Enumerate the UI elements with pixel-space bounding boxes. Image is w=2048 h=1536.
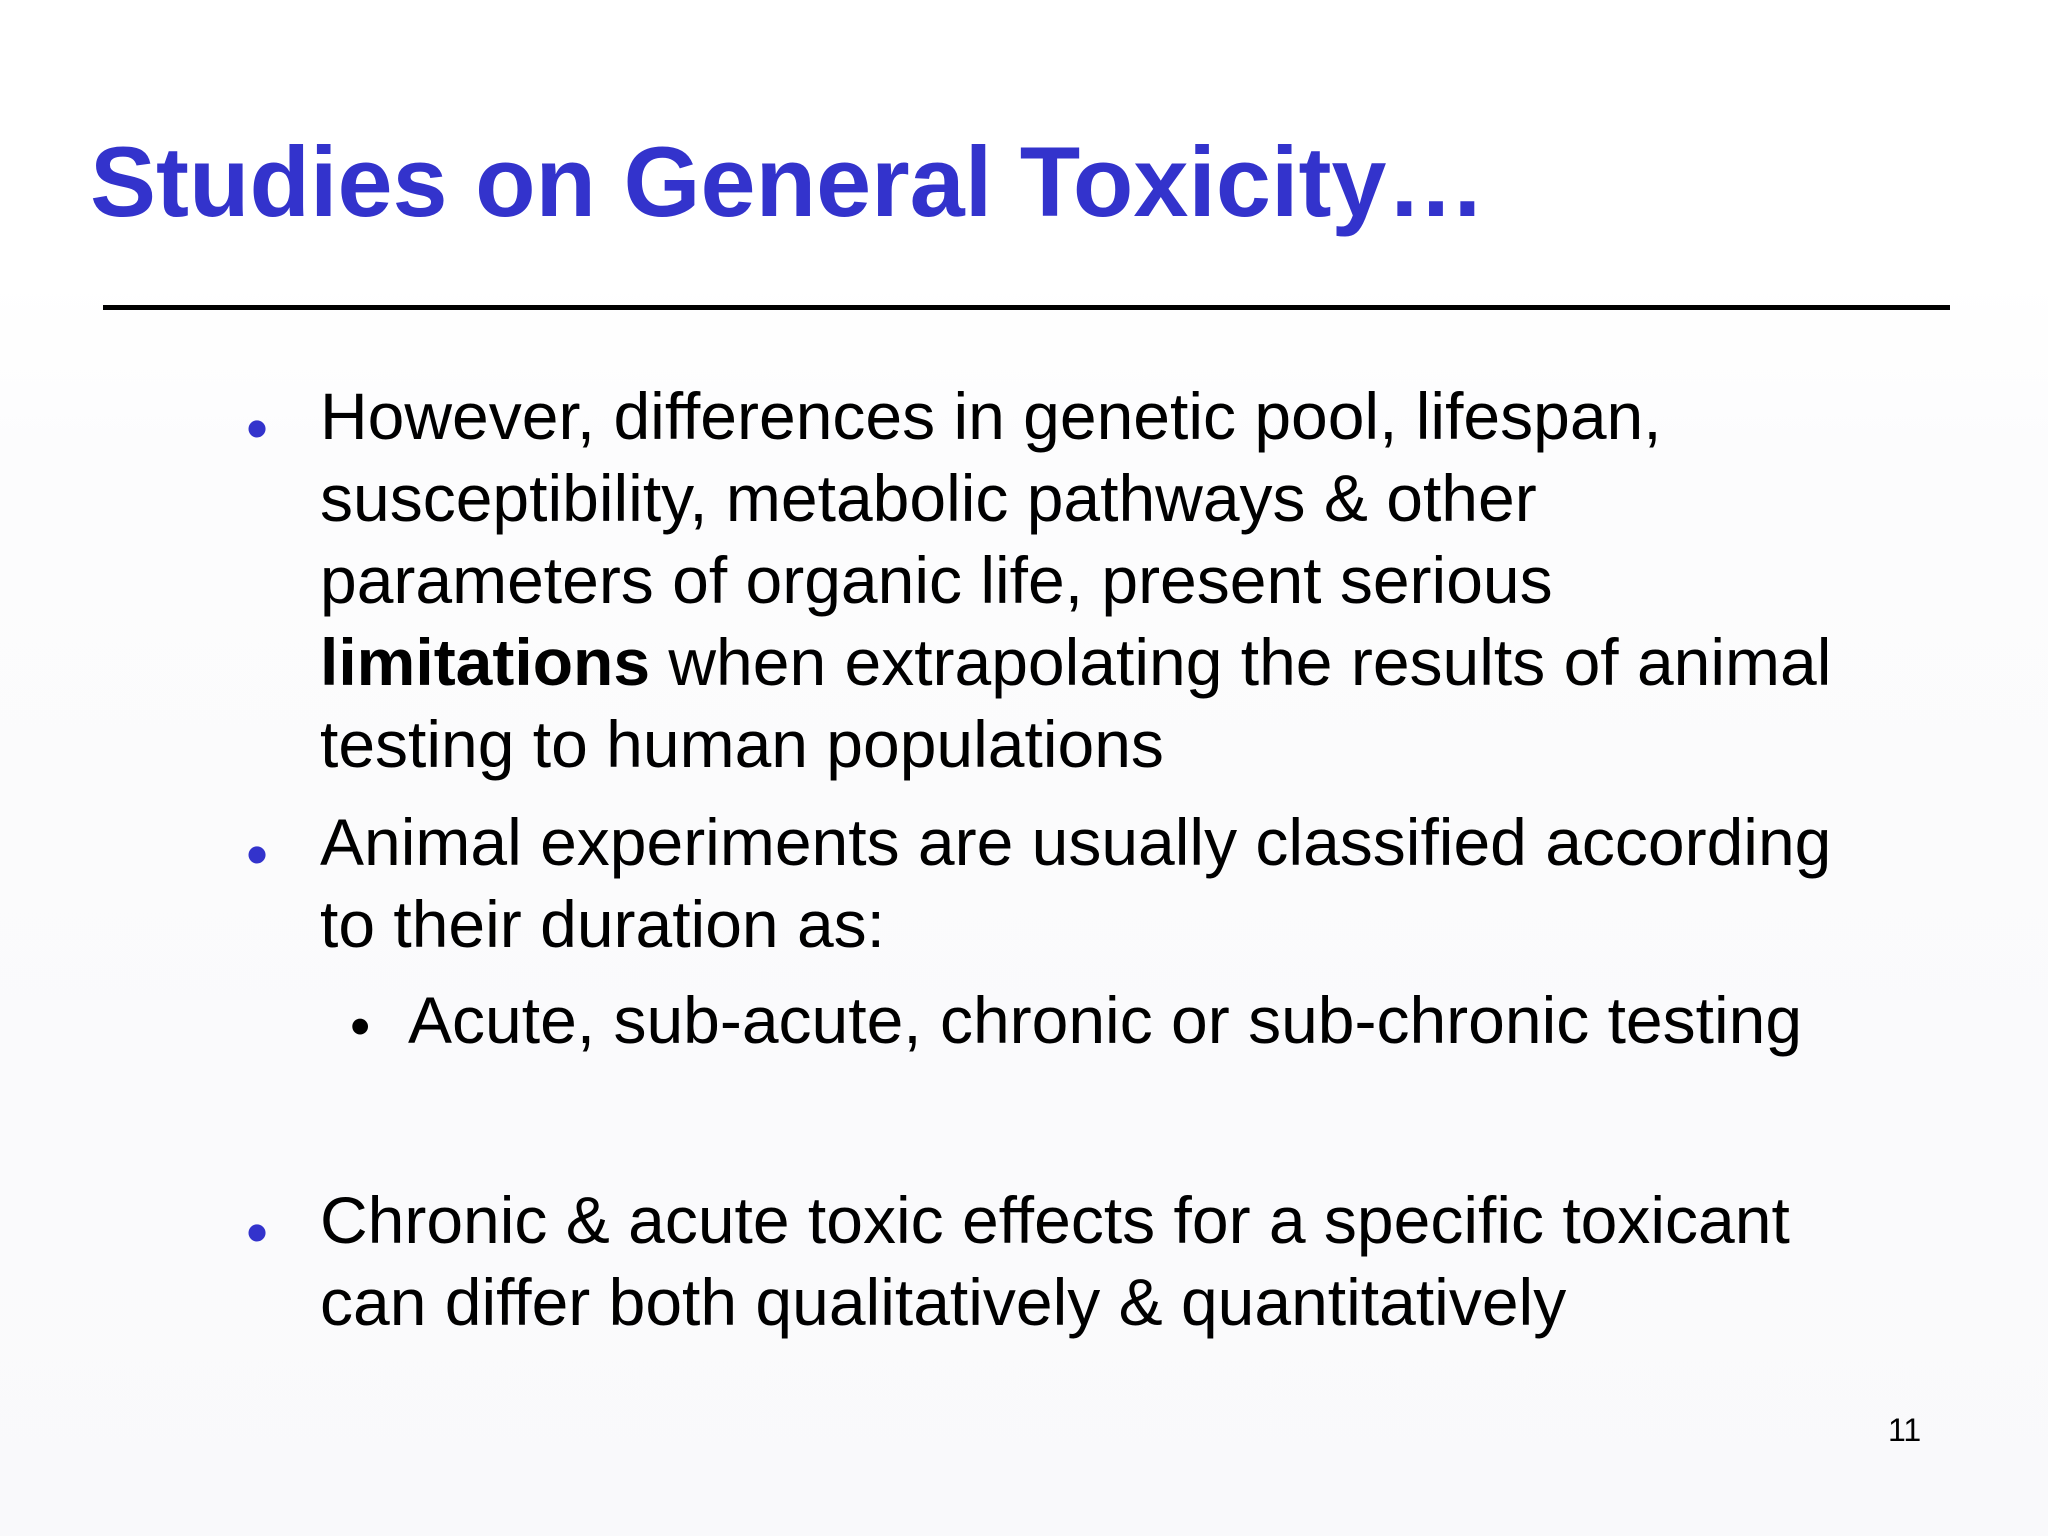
- bullet-icon: •: [246, 820, 269, 890]
- slide-title: Studies on General Toxicity…: [90, 126, 1486, 237]
- bullet-item-classification: Animal experiments are usually classified according to their duration as:: [320, 805, 1832, 961]
- sub-bullet-icon: •: [350, 994, 371, 1059]
- bullet-text-after-bold: when extrapolating the results of animal testing to human populations: [320, 625, 1832, 781]
- bullet-icon: •: [246, 394, 269, 464]
- bullet-bold-text: limitations: [320, 625, 651, 699]
- bullet-text-before-bold: However, differences in genetic pool, lifespan, susceptibility, metabolic pathways & other parameters of organic life, present serious: [320, 379, 1662, 617]
- sub-bullet-item-testing: Acute, sub-acute, chronic or sub-chronic testing: [408, 983, 1803, 1057]
- title-divider: [103, 305, 1950, 310]
- bullet-item-limitations: [320, 375, 1880, 785]
- bullet-item-effects: Chronic & acute toxic effects for a specific toxicant can differ both qualitatively & quantitatively: [320, 1183, 1790, 1339]
- bullet-icon: •: [246, 1198, 269, 1268]
- slide-number: 11: [1888, 1412, 1922, 1448]
